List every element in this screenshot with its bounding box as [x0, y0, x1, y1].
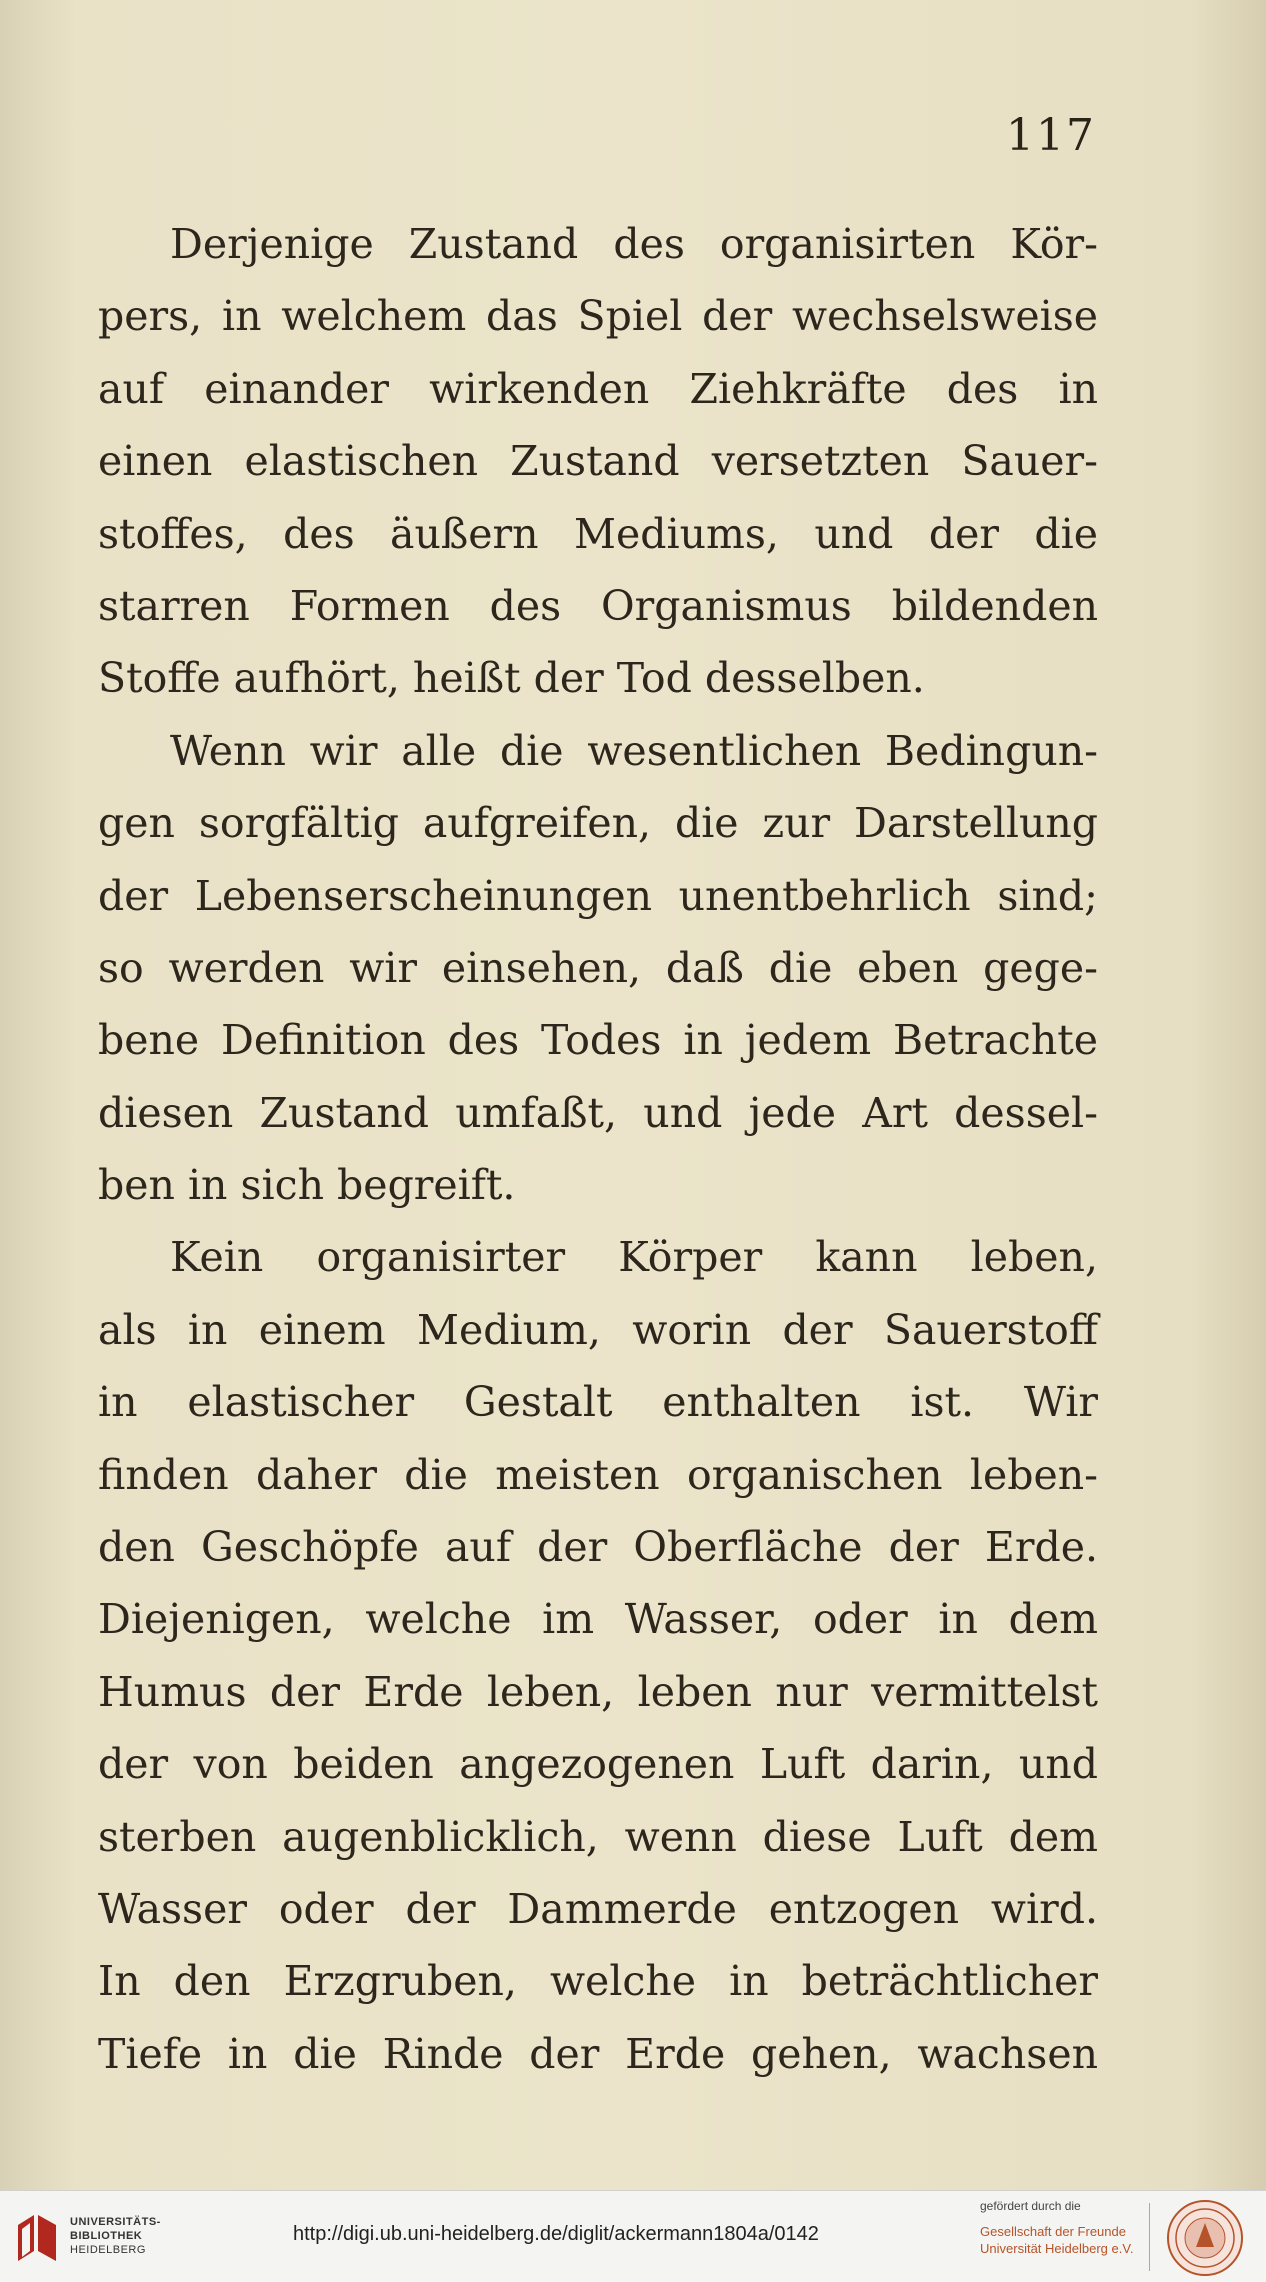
text-line: Stoffe aufhört, heißt der Tod desselben. [98, 654, 925, 703]
sponsor-org-line: Gesellschaft der Freunde [980, 2224, 1126, 2239]
text-line: den Geschöpfe auf der Oberfläche der Erde. [98, 1523, 1098, 1572]
text-line: stoffes, des äußern Mediums, und der die [98, 509, 1098, 558]
text-line: Humus der Erde leben, leben nur vermittelst [98, 1667, 1098, 1716]
text-line: so werden wir einsehen, daß die eben gege- [98, 943, 1098, 992]
university-library-logo-icon [14, 2211, 60, 2265]
text-line: pers, in welchem das Spiel der wechselsweise [98, 292, 1098, 341]
text-line: diesen Zustand umfaßt, und jede Art dessel- [98, 1088, 1098, 1137]
text-line: Diejenigen, welche im Wasser, oder in dem [98, 1595, 1098, 1644]
text-line: in elastischer Gestalt enthalten ist. Wir [98, 1378, 1098, 1427]
text-line: ben in sich begreift. [98, 1161, 516, 1210]
library-name [70, 2215, 161, 2257]
text-line: einen elastischen Zustand versetzten Sauer- [98, 437, 1098, 486]
library-name-line: HEIDELBERG [70, 2244, 146, 2256]
text-line: starren Formen des Organismus bildenden [98, 581, 1098, 630]
text-line: als in einem Medium, worin der Sauerstoff [98, 1305, 1098, 1354]
body-text [98, 208, 1098, 2090]
text-line: sterben augenblicklich, wenn diese Luft dem [98, 1812, 1098, 1861]
text-line: auf einander wirkenden Ziehkräfte des in [98, 364, 1098, 413]
text-line: gen sorgfältig aufgreifen, die zur Darstellung [98, 799, 1098, 848]
text-line: Wasser oder der Dammerde entzogen wird. [98, 1884, 1098, 1933]
text-line: Derjenige Zustand des organisirten Kör- [170, 220, 1098, 268]
text-line: der von beiden angezogenen Luft darin, und [98, 1740, 1098, 1789]
permalink-url[interactable]: http://digi.ub.uni-heidelberg.de/diglit/ackermann1804a/0142 [293, 2223, 819, 2245]
text-line: Tiefe in die Rinde der Erde gehen, wachsen [98, 2029, 1098, 2078]
university-seal-icon [1166, 2199, 1244, 2277]
text-line: In den Erzgruben, welche in beträchtlicher [98, 1957, 1098, 2006]
text-line: finden daher die meisten organischen leben- [98, 1450, 1098, 1499]
text-line: der Lebenserscheinungen unentbehrlich sind; [98, 871, 1098, 920]
library-name-line: BIBLIOTHEK [70, 2230, 143, 2242]
text-line: bene Definition des Todes in jedem Betrachte [98, 1016, 1098, 1065]
footer-bar [0, 2190, 1266, 2282]
page-number: 117 [1006, 110, 1096, 161]
sponsor-org-line: Universität Heidelberg e.V. [980, 2241, 1134, 2256]
sponsor-block [980, 2199, 1133, 2257]
sponsor-label: gefördert durch die [980, 2199, 1081, 2213]
text-line: Wenn wir alle die wesentlichen Bedingun- [170, 726, 1098, 775]
library-name-line: UNIVERSITÄTS- [70, 2216, 161, 2228]
text-line: Kein organisirter Körper kann leben, [170, 1233, 1098, 1282]
footer-divider [1149, 2203, 1150, 2271]
